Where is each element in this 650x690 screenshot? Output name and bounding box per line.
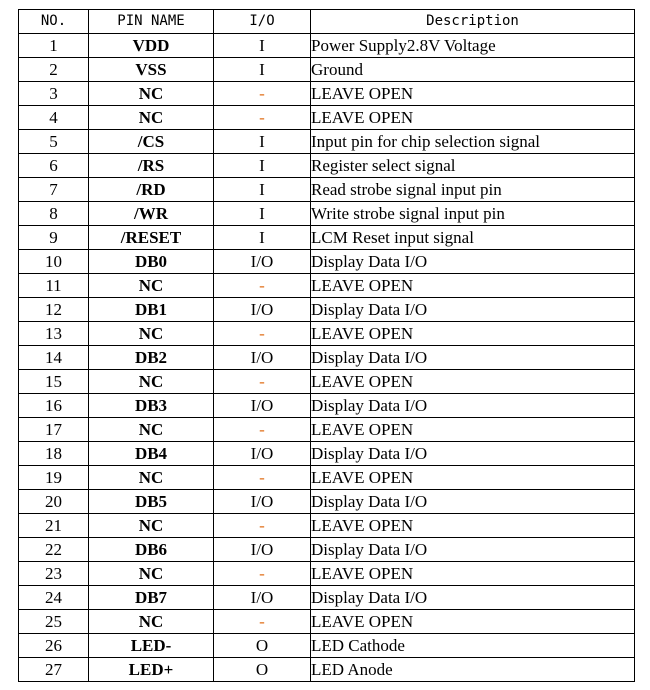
pin-number-cell: 9 <box>19 226 89 250</box>
table-row <box>19 322 635 346</box>
table-row <box>19 106 635 130</box>
pin-description-cell: Power Supply2.8V Voltage <box>311 34 635 58</box>
pin-number-cell: 21 <box>19 514 89 538</box>
table-row <box>19 586 635 610</box>
table-row <box>19 202 635 226</box>
pin-name-cell: DB1 <box>89 298 214 322</box>
pin-name-cell: DB6 <box>89 538 214 562</box>
pin-io-cell: I <box>214 130 311 154</box>
pin-number-cell: 15 <box>19 370 89 394</box>
table-row <box>19 442 635 466</box>
pin-name-cell: NC <box>89 370 214 394</box>
pin-name-cell: DB4 <box>89 442 214 466</box>
pin-description-cell: Display Data I/O <box>311 586 635 610</box>
pin-io-cell: - <box>214 82 311 106</box>
pin-name-cell: NC <box>89 274 214 298</box>
pin-io-cell: I/O <box>214 490 311 514</box>
pin-io-cell: - <box>214 562 311 586</box>
pin-io-cell: I <box>214 202 311 226</box>
header-io: I/O <box>214 10 311 34</box>
pin-description-cell: LCM Reset input signal <box>311 226 635 250</box>
table-row <box>19 298 635 322</box>
table-row <box>19 34 635 58</box>
pin-description-cell: Register select signal <box>311 154 635 178</box>
pin-number-cell: 5 <box>19 130 89 154</box>
pin-number-cell: 14 <box>19 346 89 370</box>
pin-name-cell: /RD <box>89 178 214 202</box>
pin-name-cell: LED- <box>89 634 214 658</box>
pin-description-cell: Read strobe signal input pin <box>311 178 635 202</box>
pin-name-cell: NC <box>89 466 214 490</box>
pin-number-cell: 27 <box>19 658 89 682</box>
pin-name-cell: NC <box>89 106 214 130</box>
pin-number-cell: 23 <box>19 562 89 586</box>
pin-name-cell: NC <box>89 610 214 634</box>
table-row <box>19 82 635 106</box>
pin-number-cell: 11 <box>19 274 89 298</box>
table-row <box>19 610 635 634</box>
pin-name-cell: DB5 <box>89 490 214 514</box>
pin-description-cell: LEAVE OPEN <box>311 322 635 346</box>
pin-name-cell: NC <box>89 418 214 442</box>
pin-name-cell: VSS <box>89 58 214 82</box>
pin-io-cell: I/O <box>214 442 311 466</box>
pin-description-cell: Display Data I/O <box>311 442 635 466</box>
pin-number-cell: 18 <box>19 442 89 466</box>
table-row <box>19 394 635 418</box>
pin-io-cell: I <box>214 58 311 82</box>
pin-table-body <box>19 34 635 682</box>
pin-name-cell: /WR <box>89 202 214 226</box>
pin-description-cell: LED Cathode <box>311 634 635 658</box>
pin-description-cell: LEAVE OPEN <box>311 418 635 442</box>
pin-description-cell: Write strobe signal input pin <box>311 202 635 226</box>
pin-description-cell: Display Data I/O <box>311 346 635 370</box>
table-row <box>19 658 635 682</box>
pin-name-cell: DB0 <box>89 250 214 274</box>
pin-table <box>18 9 635 682</box>
pin-io-cell: I/O <box>214 394 311 418</box>
pin-number-cell: 16 <box>19 394 89 418</box>
header-row <box>19 10 635 34</box>
table-row <box>19 274 635 298</box>
table-row <box>19 58 635 82</box>
pin-name-cell: /RS <box>89 154 214 178</box>
table-row <box>19 466 635 490</box>
pin-description-cell: LEAVE OPEN <box>311 610 635 634</box>
pin-description-cell: Display Data I/O <box>311 538 635 562</box>
pin-description-cell: Display Data I/O <box>311 298 635 322</box>
pin-name-cell: LED+ <box>89 658 214 682</box>
pin-description-cell: LEAVE OPEN <box>311 82 635 106</box>
pin-io-cell: I/O <box>214 586 311 610</box>
pin-io-cell: I <box>214 226 311 250</box>
pin-io-cell: I <box>214 34 311 58</box>
pin-io-cell: I <box>214 154 311 178</box>
pin-name-cell: NC <box>89 562 214 586</box>
pin-number-cell: 26 <box>19 634 89 658</box>
pin-number-cell: 3 <box>19 82 89 106</box>
pin-name-cell: NC <box>89 514 214 538</box>
pin-io-cell: - <box>214 610 311 634</box>
table-row <box>19 130 635 154</box>
pin-number-cell: 25 <box>19 610 89 634</box>
pin-number-cell: 12 <box>19 298 89 322</box>
pin-name-cell: DB3 <box>89 394 214 418</box>
pin-number-cell: 22 <box>19 538 89 562</box>
table-row <box>19 178 635 202</box>
header-no: NO. <box>19 10 89 34</box>
pin-io-cell: - <box>214 322 311 346</box>
pin-io-cell: I/O <box>214 298 311 322</box>
table-row <box>19 634 635 658</box>
pin-io-cell: - <box>214 418 311 442</box>
pin-description-cell: LED Anode <box>311 658 635 682</box>
pin-number-cell: 17 <box>19 418 89 442</box>
header-description: Description <box>311 10 635 34</box>
pin-number-cell: 20 <box>19 490 89 514</box>
pin-description-cell: LEAVE OPEN <box>311 106 635 130</box>
pin-name-cell: VDD <box>89 34 214 58</box>
pin-number-cell: 10 <box>19 250 89 274</box>
pin-number-cell: 6 <box>19 154 89 178</box>
pin-name-cell: NC <box>89 322 214 346</box>
table-row <box>19 562 635 586</box>
pin-io-cell: - <box>214 106 311 130</box>
pin-description-cell: Display Data I/O <box>311 394 635 418</box>
table-row <box>19 226 635 250</box>
table-row <box>19 538 635 562</box>
pin-number-cell: 7 <box>19 178 89 202</box>
pin-name-cell: /RESET <box>89 226 214 250</box>
pin-description-cell: LEAVE OPEN <box>311 514 635 538</box>
pin-description-cell: Ground <box>311 58 635 82</box>
pin-number-cell: 13 <box>19 322 89 346</box>
pin-io-cell: I/O <box>214 538 311 562</box>
table-row <box>19 370 635 394</box>
pin-io-cell: I <box>214 178 311 202</box>
pin-table-header <box>19 10 635 34</box>
pin-io-cell: O <box>214 658 311 682</box>
pin-number-cell: 24 <box>19 586 89 610</box>
pin-io-cell: - <box>214 514 311 538</box>
header-pin-name: PIN NAME <box>89 10 214 34</box>
pin-description-cell: Display Data I/O <box>311 490 635 514</box>
table-row <box>19 490 635 514</box>
pin-description-cell: LEAVE OPEN <box>311 274 635 298</box>
pin-io-cell: I/O <box>214 250 311 274</box>
table-row <box>19 154 635 178</box>
table-row <box>19 250 635 274</box>
pin-io-cell: - <box>214 370 311 394</box>
pin-io-cell: O <box>214 634 311 658</box>
table-row <box>19 418 635 442</box>
pin-number-cell: 19 <box>19 466 89 490</box>
pin-description-cell: LEAVE OPEN <box>311 466 635 490</box>
pin-description-cell: Input pin for chip selection signal <box>311 130 635 154</box>
pin-number-cell: 2 <box>19 58 89 82</box>
table-row <box>19 346 635 370</box>
pin-name-cell: NC <box>89 82 214 106</box>
pin-io-cell: - <box>214 466 311 490</box>
pin-io-cell: - <box>214 274 311 298</box>
pin-description-cell: LEAVE OPEN <box>311 562 635 586</box>
pin-io-cell: I/O <box>214 346 311 370</box>
pin-number-cell: 4 <box>19 106 89 130</box>
pin-name-cell: /CS <box>89 130 214 154</box>
pin-description-cell: Display Data I/O <box>311 250 635 274</box>
pin-number-cell: 8 <box>19 202 89 226</box>
pin-name-cell: DB2 <box>89 346 214 370</box>
table-row <box>19 514 635 538</box>
pin-number-cell: 1 <box>19 34 89 58</box>
pin-description-cell: LEAVE OPEN <box>311 370 635 394</box>
pin-name-cell: DB7 <box>89 586 214 610</box>
